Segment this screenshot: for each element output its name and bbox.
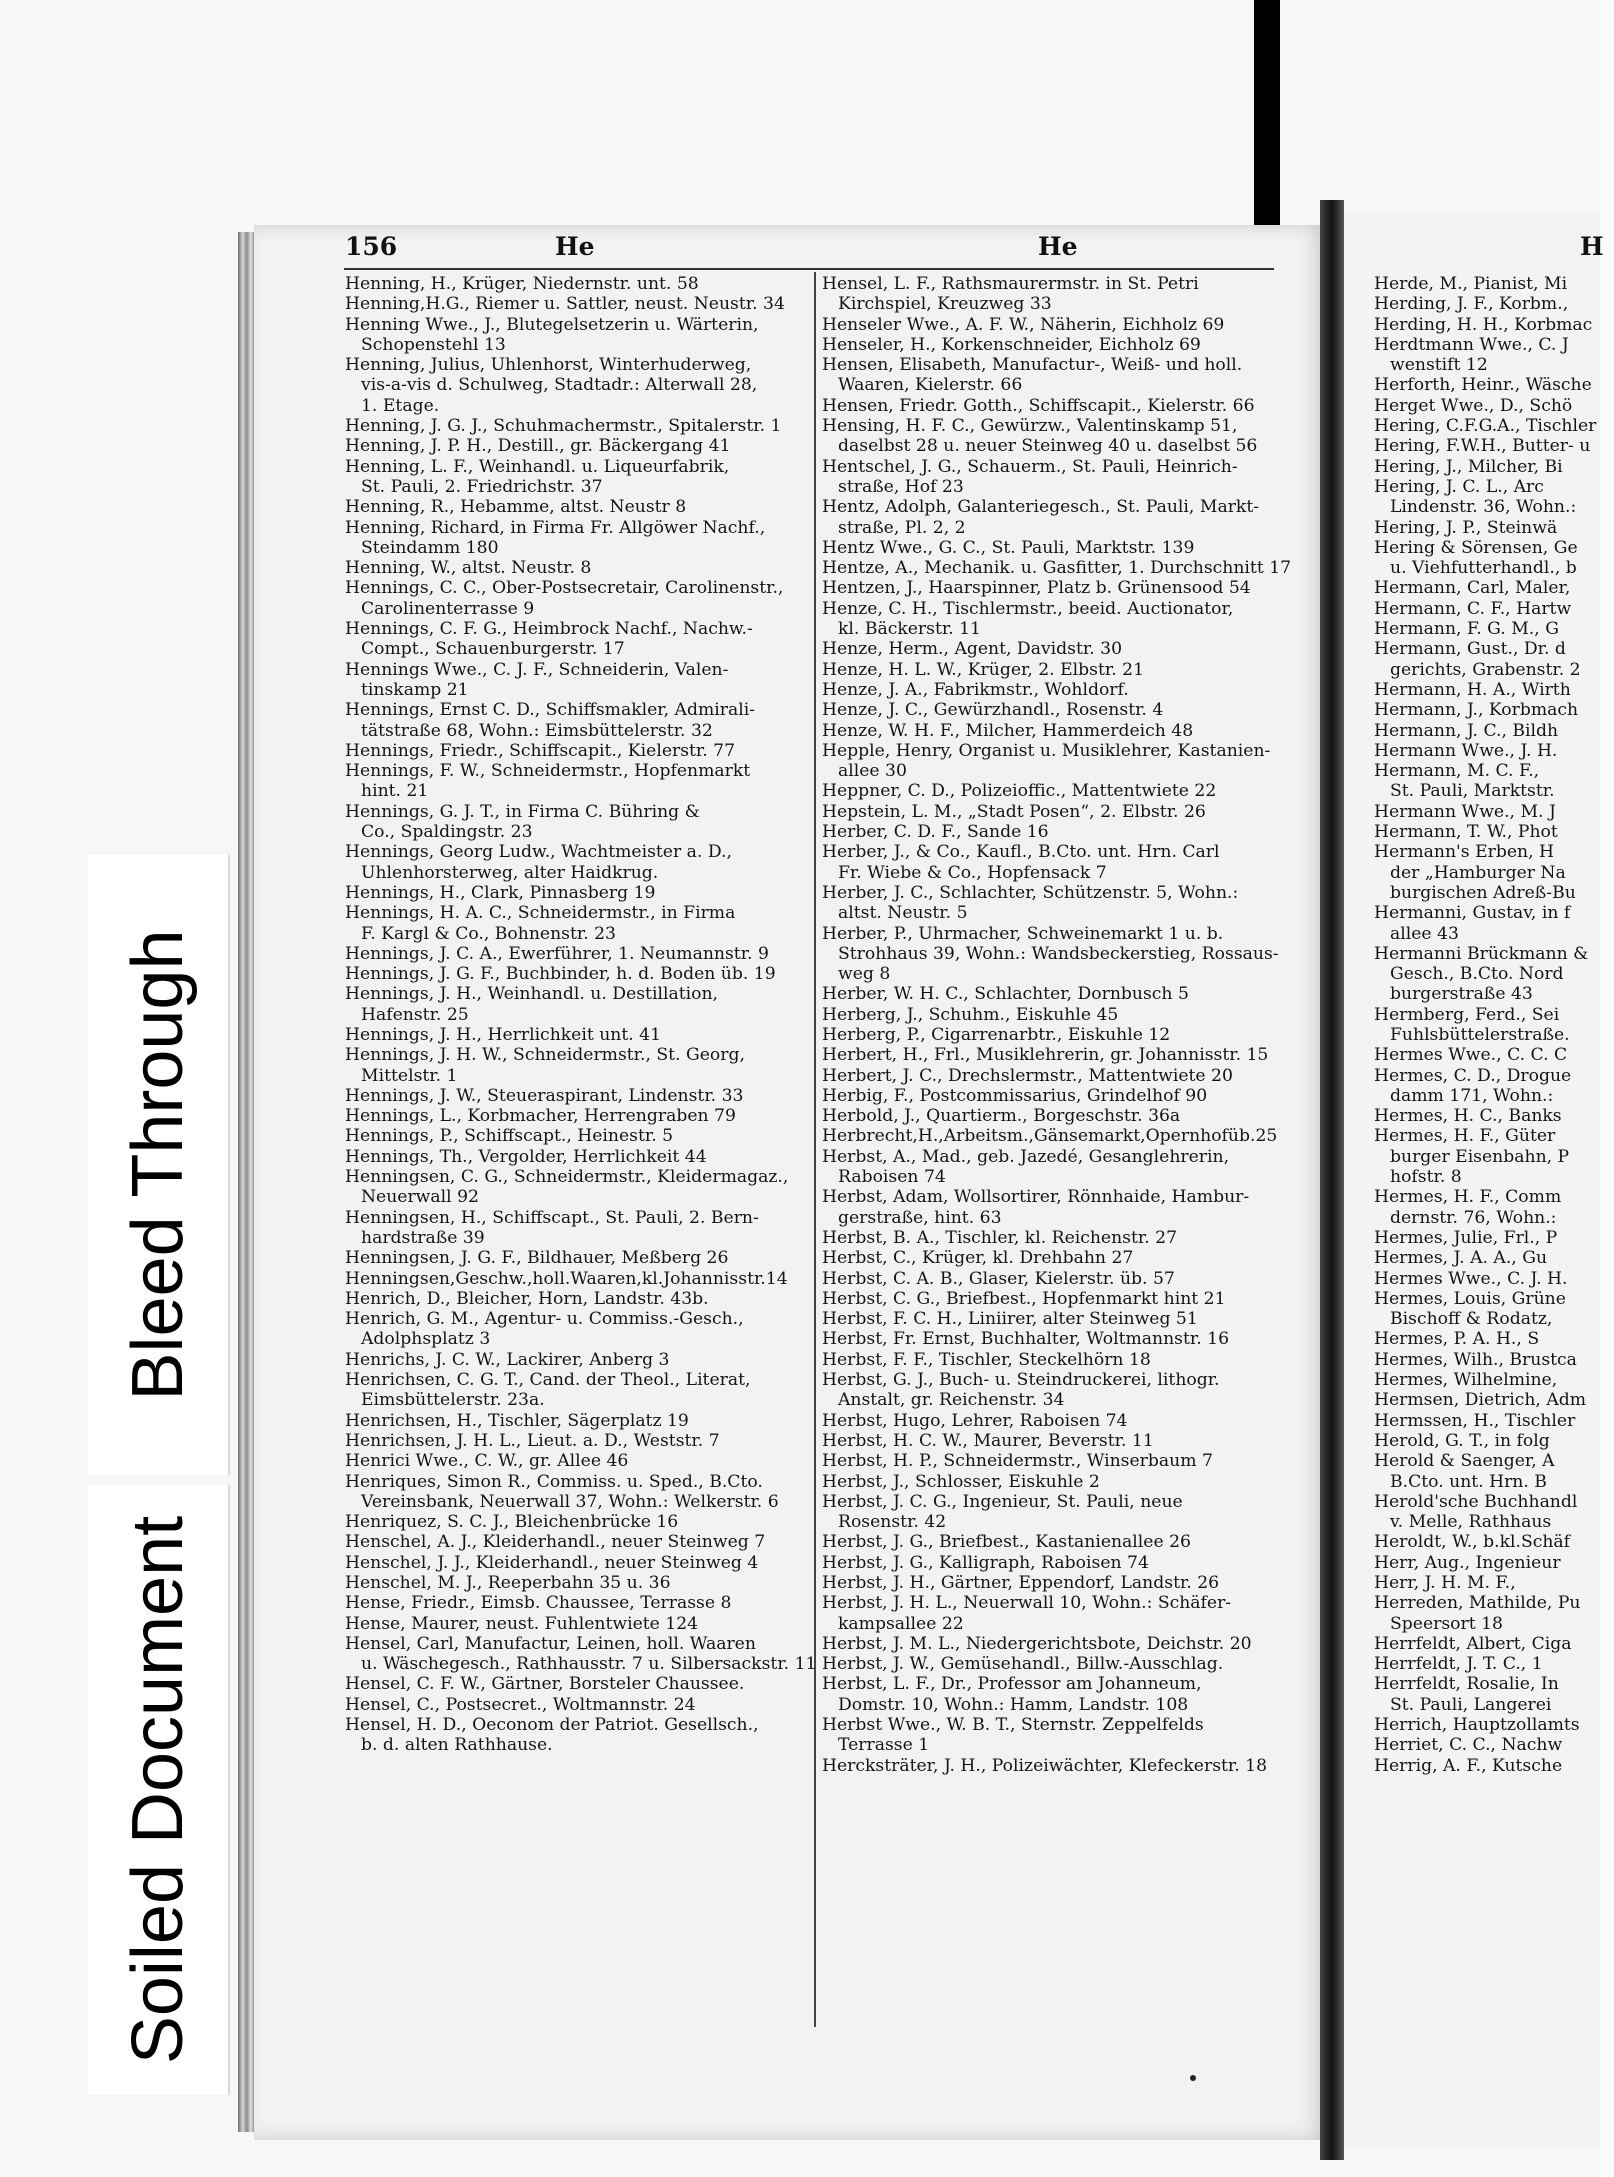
- directory-entry: Herber, W. H. C., Schlachter, Dornbusch 5: [822, 984, 1189, 1005]
- directory-entry: Herber, C. D. F., Sande 16: [822, 822, 1049, 843]
- directory-entry: Hermann, Gust., Dr. d: [1374, 639, 1566, 660]
- entry-continuation: Fuhlsbüttelerstraße.: [1390, 1024, 1570, 1045]
- page-number: 156: [345, 232, 398, 261]
- directory-entry: Henze, J. C., Gewürzhandl., Rosenstr. 4: [822, 700, 1164, 721]
- directory-entry: Hensel, C., Postsecret., Woltmannstr. 24: [345, 1694, 696, 1715]
- directory-entry: Hensing, H. F. C., Gewürzw., Valentinskamp 51,: [822, 416, 1238, 437]
- directory-entry: Herbold, J., Quartierm., Borgeschstr. 36a: [822, 1106, 1181, 1127]
- header-rule: [344, 268, 1274, 270]
- entry-continuation: daselbst 28 u. neuer Steinweg 40 u. daselbst 56: [838, 436, 1258, 457]
- directory-entry: Henrichsen, J. H. L., Lieut. a. D., Weststr. 7: [345, 1430, 720, 1451]
- entry-continuation: Lindenstr. 36, Wohn.:: [1390, 497, 1577, 518]
- directory-entry: Herdtmann Wwe., C. J: [1374, 334, 1569, 355]
- directory-entry: Hennings, C. F. G., Heimbrock Nachf., Nachw.-: [345, 619, 753, 640]
- directory-entry: Herberg, J., Schuhm., Eiskuhle 45: [822, 1004, 1119, 1025]
- directory-entry: Hermes, H. F., Güter: [1374, 1126, 1556, 1147]
- entry-continuation: Raboisen 74: [838, 1167, 946, 1188]
- directory-entry: Hennings, J. C. A., Ewerführer, 1. Neumannstr. 9: [345, 943, 769, 964]
- directory-entry: Henningsen,Geschw.,holl.Waaren,kl.Johannisstr.14: [345, 1268, 788, 1289]
- directory-entry: Hermes, J. A. A., Gu: [1374, 1248, 1548, 1269]
- directory-entry: Herbig, F., Postcommissarius, Grindelhof 90: [822, 1085, 1208, 1106]
- directory-entry: Herold, G. T., in folg: [1374, 1430, 1550, 1451]
- directory-entry: Herding, H. H., Korbmac: [1374, 314, 1593, 335]
- entry-continuation: burgischen Adreß-Bu: [1390, 882, 1576, 903]
- entry-continuation: Co., Spaldingstr. 23: [361, 822, 533, 843]
- directory-entry: Henrichsen, H., Tischler, Sägerplatz 19: [345, 1410, 689, 1431]
- directory-entry: Herbst, F. F., Tischler, Steckelhörn 18: [822, 1349, 1151, 1370]
- directory-entry: Hensen, Elisabeth, Manufactur-, Weiß- und holl.: [822, 355, 1243, 376]
- page-edge-stack: [238, 232, 254, 2132]
- directory-entry: Henschel, M. J., Reeperbahn 35 u. 36: [345, 1573, 671, 1593]
- directory-entry: Hennings Wwe., C. J. F., Schneiderin, Valen-: [345, 659, 729, 680]
- directory-entry: Herbst, J. W., Gemüsehandl., Billw.-Ausschlag.: [822, 1654, 1224, 1675]
- directory-entry: Herbst, J. C. G., Ingenieur, St. Pauli, neue: [822, 1491, 1183, 1512]
- soiled-document-label: Soiled Document: [118, 1515, 198, 2065]
- entry-continuation: tätstraße 68, Wohn.: Eimsbüttelerstr. 32: [361, 720, 713, 741]
- directory-entry: Henrichs, J. C. W., Lackirer, Anberg 3: [345, 1349, 670, 1370]
- directory-entry: Hensen, Friedr. Gotth., Schiffscapit., Kielerstr. 66: [822, 395, 1255, 416]
- entry-continuation: kl. Bäckerstr. 11: [838, 619, 981, 640]
- directory-entry: Hermssen, H., Tischler: [1374, 1410, 1576, 1431]
- directory-entry: Hermes, P. A. H., S: [1374, 1329, 1540, 1350]
- directory-entry: Herold'sche Buchhandl: [1374, 1491, 1578, 1512]
- directory-entry: Hensel, Carl, Manufactur, Leinen, holl. Waaren: [345, 1633, 756, 1654]
- directory-entry: Herr, Aug., Ingenieur: [1374, 1552, 1561, 1573]
- directory-entry: Henning, W., altst. Neustr. 8: [345, 558, 592, 579]
- directory-entry: Henning Wwe., J., Blutegelsetzerin u. Wärterin,: [345, 314, 759, 335]
- directory-entry: Hering & Sörensen, Ge: [1374, 537, 1578, 558]
- entry-continuation: Waaren, Kielerstr. 66: [838, 375, 1023, 396]
- directory-entry: Herbst, A., Mad., geb. Jazedé, Gesanglehrerin,: [822, 1146, 1230, 1167]
- directory-entry: Herbst, Hugo, Lehrer, Raboisen 74: [822, 1410, 1128, 1431]
- entry-continuation: Gesch., B.Cto. Nord: [1390, 964, 1564, 985]
- directory-entry: Hennings, J. H., Herrlichkeit unt. 41: [345, 1024, 662, 1045]
- entry-continuation: St. Pauli, 2. Friedrichstr. 37: [361, 476, 603, 497]
- entry-continuation: u. Wäschegesch., Rathhausstr. 7 u. Silbersackstr. 11: [361, 1654, 817, 1675]
- directory-entry: Henze, C. H., Tischlermstr., beeid. Auctionator,: [822, 598, 1234, 619]
- directory-entry: Hepstein, L. M., „Stadt Posen“, 2. Elbstr. 26: [822, 801, 1206, 822]
- entry-continuation: Strohhaus 39, Wohn.: Wandsbeckerstieg, Rossaus-: [838, 943, 1279, 964]
- directory-entry: Herbst, Adam, Wollsortirer, Rönnhaide, Hambur-: [822, 1187, 1250, 1208]
- directory-entry: Herbst, C. A. B., Glaser, Kielerstr. üb. 57: [822, 1268, 1175, 1289]
- directory-entry: Henriques, Simon R., Commiss. u. Sped., B.Cto.: [345, 1471, 763, 1492]
- directory-entry: Hermes, Julie, Frl., P: [1374, 1227, 1558, 1248]
- entry-continuation: Rosenstr. 42: [838, 1512, 947, 1533]
- directory-entry: Hentze, A., Mechanik. u. Gasfitter, 1. Durchschnitt 17: [822, 558, 1292, 579]
- entry-continuation: Adolphsplatz 3: [361, 1329, 491, 1350]
- directory-entry: Herbert, H., Frl., Musiklehrerin, gr. Johannisstr. 15: [822, 1045, 1269, 1066]
- entry-continuation: burger Eisenbahn, P: [1390, 1146, 1570, 1167]
- directory-entry: Hering, C.F.G.A., Tischler: [1374, 416, 1597, 437]
- running-head-far: H: [1580, 232, 1604, 261]
- directory-entry: Hering, J. C. L., Arc: [1374, 476, 1544, 497]
- directory-entry: Hennings, Friedr., Schiffscapit., Kielerstr. 77: [345, 740, 736, 761]
- entry-continuation: Compt., Schauenburgerstr. 17: [361, 639, 625, 660]
- entry-continuation: u. Viehfutterhandl., b: [1390, 558, 1577, 579]
- entry-continuation: gerstraße, hint. 63: [838, 1207, 1002, 1228]
- entry-continuation: Terrasse 1: [838, 1735, 930, 1756]
- entry-continuation: wenstift 12: [1390, 355, 1488, 376]
- directory-entry: Herrich, Hauptzollamts: [1374, 1715, 1580, 1736]
- directory-entry: Hering, J., Milcher, Bi: [1374, 456, 1563, 477]
- directory-entry: Hennings, J. W., Steueraspirant, Lindenstr. 33: [345, 1085, 744, 1106]
- directory-entry: Hermann, C. F., Hartw: [1374, 598, 1572, 619]
- directory-entry: Henrich, G. M., Agentur- u. Commiss.-Gesch.,: [345, 1309, 744, 1330]
- directory-entry: Hermes, C. D., Drogue: [1374, 1065, 1572, 1086]
- entry-continuation: Carolinenterrasse 9: [361, 598, 535, 619]
- right-column: [1374, 274, 1614, 1776]
- directory-entry: Henze, W. H. F., Milcher, Hammerdeich 48: [822, 720, 1194, 741]
- running-head-right: He: [1038, 232, 1078, 261]
- directory-entry: Henning, Richard, in Firma Fr. Allgöwer Nachf.,: [345, 517, 766, 538]
- directory-entry: Hermann, Carl, Maler,: [1374, 578, 1571, 599]
- directory-entry: Henze, J. A., Fabrikmstr., Wohldorf.: [822, 679, 1129, 700]
- entry-continuation: Bischoff & Rodatz,: [1390, 1309, 1553, 1330]
- directory-entry: Hermes, Wilh., Brustca: [1374, 1349, 1577, 1370]
- directory-entry: Herget Wwe., D., Schö: [1374, 395, 1573, 416]
- directory-entry: Hermann, M. C. F.,: [1374, 761, 1540, 782]
- directory-entry: Hennings, Georg Ludw., Wachtmeister a. D.,: [345, 842, 732, 863]
- directory-entry: Herberg, P., Cigarrenarbtr., Eiskuhle 12: [822, 1024, 1171, 1045]
- directory-entry: Henningsen, H., Schiffscapt., St. Pauli, 2. Bern-: [345, 1207, 759, 1228]
- entry-continuation: Kirchspiel, Kreuzweg 33: [838, 294, 1052, 315]
- directory-entry: Henning, L. F., Weinhandl. u. Liqueurfabrik,: [345, 456, 730, 477]
- entry-continuation: hint. 21: [361, 781, 429, 802]
- directory-entry: Herbst, G. J., Buch- u. Steindruckerei, lithogr.: [822, 1370, 1220, 1391]
- directory-entry: Herbst, H. C. W., Maurer, Beverstr. 11: [822, 1430, 1154, 1451]
- directory-entry: Hentz, Adolph, Galanteriegesch., St. Pauli, Markt-: [822, 497, 1260, 518]
- directory-entry: Heroldt, W., b.kl.Schäf: [1374, 1532, 1571, 1553]
- entry-continuation: burgerstraße 43: [1390, 984, 1533, 1005]
- directory-entry: Hense, Friedr., Eimsb. Chaussee, Terrasse 8: [345, 1593, 732, 1614]
- directory-entry: Hennings, H. A. C., Schneidermstr., in Firma: [345, 903, 736, 924]
- entry-continuation: St. Pauli, Marktstr.: [1390, 781, 1555, 802]
- directory-entry: Hentzen, J., Haarspinner, Platz b. Grünensood 54: [822, 578, 1251, 599]
- directory-entry: Henschel, J. J., Kleiderhandl., neuer Steinweg 4: [345, 1552, 759, 1573]
- directory-entry: Henrichsen, C. G. T., Cand. der Theol., Literat,: [345, 1370, 751, 1391]
- bleed-through-label: Bleed Through: [118, 929, 198, 1401]
- directory-entry: Henrich, D., Bleicher, Horn, Landstr. 43b.: [345, 1288, 709, 1309]
- directory-entry: Hercksträter, J. H., Polizeiwächter, Klefeckerstr. 18: [822, 1755, 1268, 1776]
- entry-continuation: weg 8: [838, 964, 891, 985]
- directory-entry: Henrici Wwe., C. W., gr. Allee 46: [345, 1451, 629, 1472]
- ink-spot: [1190, 2075, 1196, 2081]
- directory-entry: Henschel, A. J., Kleiderhandl., neuer Steinweg 7: [345, 1532, 766, 1553]
- entry-continuation: hardstraße 39: [361, 1227, 485, 1248]
- directory-entry: Herr, J. H. M. F.,: [1374, 1573, 1516, 1593]
- entry-continuation: dernstr. 76, Wohn.:: [1390, 1207, 1557, 1228]
- entry-continuation: vis-a-vis d. Schulweg, Stadtadr.: Alterwall 28,: [361, 375, 758, 396]
- entry-continuation: Hafenstr. 25: [361, 1004, 469, 1025]
- directory-entry: Henseler Wwe., A. F. W., Näherin, Eichholz 69: [822, 314, 1225, 335]
- directory-entry: Henseler, H., Korkenschneider, Eichholz 69: [822, 334, 1201, 355]
- column-rule: [814, 272, 816, 2027]
- running-head-left: He: [555, 232, 595, 261]
- directory-entry: Hensel, L. F., Rathsmaurermstr. in St. Petri: [822, 274, 1199, 294]
- entry-continuation: v. Melle, Rathhaus: [1390, 1512, 1552, 1533]
- directory-entry: Hennings, J. G. F., Buchbinder, h. d. Boden üb. 19: [345, 964, 776, 985]
- entry-continuation: Speersort 18: [1390, 1613, 1503, 1634]
- directory-entry: Hermann, J. C., Bildh: [1374, 720, 1559, 741]
- entry-continuation: damm 171, Wohn.:: [1390, 1085, 1554, 1106]
- entry-continuation: Uhlenhorsterweg, alter Haidkrug.: [361, 862, 659, 883]
- directory-entry: Henning, Julius, Uhlenhorst, Winterhuderweg,: [345, 355, 752, 376]
- directory-entry: Hennings, J. H., Weinhandl. u. Destillation,: [345, 984, 718, 1005]
- directory-entry: Hermes, Wilhelmine,: [1374, 1370, 1558, 1391]
- directory-entry: Herber, J. C., Schlachter, Schützenstr. 5, Wohn.:: [822, 882, 1239, 903]
- entry-continuation: B.Cto. unt. Hrn. B: [1390, 1471, 1547, 1492]
- directory-entry: Herding, J. F., Korbm.,: [1374, 294, 1569, 315]
- soiled-document-label-strip: [88, 1485, 230, 2095]
- entry-continuation: allee 43: [1390, 923, 1459, 944]
- directory-entry: Hennings, J. H. W., Schneidermstr., St. Georg,: [345, 1045, 745, 1066]
- directory-entry: Hermanni, Gustav, in f: [1374, 903, 1571, 924]
- directory-entry: Hennings, C. C., Ober-Postsecretair, Carolinenstr.,: [345, 578, 784, 599]
- entry-continuation: Schopenstehl 13: [361, 334, 506, 355]
- bleed-through-label-strip: [88, 855, 230, 1475]
- directory-entry: Herbert, J. C., Drechslermstr., Mattentwiete 20: [822, 1065, 1233, 1086]
- directory-entry: Herbst, L. F., Dr., Professor am Johanneum,: [822, 1674, 1202, 1695]
- directory-entry: Hermberg, Ferd., Sei: [1374, 1004, 1560, 1025]
- entry-continuation: 1. Etage.: [361, 395, 440, 416]
- directory-entry: Herbst, B. A., Tischler, kl. Reichenstr. 27: [822, 1227, 1178, 1248]
- directory-entry: Hermann, T. W., Phot: [1374, 822, 1558, 843]
- directory-entry: Henze, Herm., Agent, Davidstr. 30: [822, 639, 1123, 660]
- directory-entry: Herbst, C., Krüger, kl. Drehbahn 27: [822, 1248, 1134, 1269]
- directory-entry: Herriet, C. C., Nachw: [1374, 1735, 1563, 1756]
- directory-entry: Herde, M., Pianist, Mi: [1374, 274, 1568, 294]
- directory-entry: Henningsen, C. G., Schneidermstr., Kleidermagaz.,: [345, 1167, 789, 1188]
- entry-continuation: Steindamm 180: [361, 537, 499, 558]
- entry-continuation: altst. Neustr. 5: [838, 903, 968, 924]
- directory-entry: Herbst, Fr. Ernst, Buchhalter, Woltmannstr. 16: [822, 1329, 1230, 1350]
- directory-entry: Hermes, H. F., Comm: [1374, 1187, 1562, 1208]
- directory-entry: Hermes Wwe., C. C. C: [1374, 1045, 1568, 1066]
- directory-entry: Hensel, C. F. W., Gärtner, Borsteler Chaussee.: [345, 1674, 745, 1695]
- directory-entry: Hennings, L., Korbmacher, Herrengraben 79: [345, 1106, 736, 1127]
- directory-entry: Henningsen, J. G. F., Bildhauer, Meßberg 26: [345, 1248, 729, 1269]
- directory-entry: Hermann Wwe., J. H.: [1374, 740, 1558, 761]
- entry-continuation: Vereinsbank, Neuerwall 37, Wohn.: Welkerstr. 6: [361, 1491, 779, 1512]
- directory-entry: Hermes Wwe., C. J. H.: [1374, 1268, 1568, 1289]
- scanner-black-bar: [1254, 0, 1280, 225]
- directory-entry: Hennings, F. W., Schneidermstr., Hopfenmarkt: [345, 761, 751, 782]
- directory-entry: Hennings, Th., Vergolder, Herrlichkeit 44: [345, 1146, 707, 1167]
- entry-continuation: St. Pauli, Langerei: [1390, 1694, 1552, 1715]
- entry-continuation: straße, Pl. 2, 2: [838, 517, 966, 538]
- directory-entry: Hennings, Ernst C. D., Schiffsmakler, Admirali-: [345, 700, 756, 721]
- directory-entry: Hering, F.W.H., Butter- u: [1374, 436, 1591, 457]
- directory-entry: Herber, J., & Co., Kaufl., B.Cto. unt. Hrn. Carl: [822, 842, 1220, 863]
- directory-entry: Hermann, F. G. M., G: [1374, 619, 1559, 640]
- directory-entry: Hermann's Erben, H: [1374, 842, 1554, 863]
- directory-entry: Hepple, Henry, Organist u. Musiklehrer, Kastanien-: [822, 740, 1271, 761]
- directory-entry: Herrfeldt, J. T. C., 1: [1374, 1654, 1543, 1675]
- directory-entry: Hermann, H. A., Wirth: [1374, 679, 1571, 700]
- directory-entry: Herrfeldt, Rosalie, In: [1374, 1674, 1559, 1695]
- directory-entry: Herrfeldt, Albert, Ciga: [1374, 1633, 1572, 1654]
- entry-continuation: Neuerwall 92: [361, 1187, 479, 1208]
- entry-continuation: allee 30: [838, 761, 907, 782]
- entry-continuation: Mittelstr. 1: [361, 1065, 458, 1086]
- directory-entry: Herber, P., Uhrmacher, Schweinemarkt 1 u. b.: [822, 923, 1224, 944]
- entry-continuation: F. Kargl & Co., Bohnenstr. 23: [361, 923, 616, 944]
- directory-entry: Hering, J. P., Steinwä: [1374, 517, 1558, 538]
- directory-entry: Herbst, J., Schlosser, Eiskuhle 2: [822, 1471, 1100, 1492]
- directory-entry: Hermanni Brückmann &: [1374, 943, 1589, 964]
- directory-entry: Henze, H. L. W., Krüger, 2. Elbstr. 21: [822, 659, 1145, 680]
- directory-entry: Hermes, Louis, Grüne: [1374, 1288, 1566, 1309]
- directory-entry: Hermes, H. C., Banks: [1374, 1106, 1562, 1127]
- directory-entry: Herbst, F. C. H., Liniirer, alter Steinweg 51: [822, 1309, 1198, 1330]
- directory-entry: Henriquez, S. C. J., Bleichenbrücke 16: [345, 1512, 679, 1533]
- directory-entry: Heppner, C. D., Polizeioffic., Mattentwiete 22: [822, 781, 1217, 802]
- entry-continuation: straße, Hof 23: [838, 476, 964, 497]
- directory-entry: Herforth, Heinr., Wäsche: [1374, 375, 1592, 396]
- directory-entry: Hennings, G. J. T., in Firma C. Bühring &: [345, 801, 700, 822]
- left-column: [345, 274, 817, 1756]
- entry-continuation: Fr. Wiebe & Co., Hopfensack 7: [838, 862, 1107, 883]
- directory-entry: Herbrecht,H.,Arbeitsm.,Gänsemarkt,Opernhofüb.25: [822, 1126, 1278, 1147]
- directory-entry: Herbst, J. M. L., Niedergerichtsbote, Deichstr. 20: [822, 1633, 1252, 1654]
- directory-entry: Hermann, J., Korbmach: [1374, 700, 1579, 721]
- directory-entry: Herbst, J. G., Kalligraph, Raboisen 74: [822, 1552, 1149, 1573]
- directory-entry: Henning, J. P. H., Destill., gr. Bäckergang 41: [345, 436, 731, 457]
- entry-continuation: hofstr. 8: [1390, 1167, 1462, 1188]
- directory-entry: Herrig, A. F., Kutsche: [1374, 1755, 1563, 1776]
- entry-continuation: kampsallee 22: [838, 1613, 964, 1634]
- entry-continuation: Anstalt, gr. Reichenstr. 34: [838, 1390, 1065, 1411]
- directory-entry: Hennings, P., Schiffscapt., Heinestr. 5: [345, 1126, 674, 1147]
- directory-entry: Herreden, Mathilde, Pu: [1374, 1593, 1581, 1614]
- directory-entry: Hennings, H., Clark, Pinnasberg 19: [345, 882, 656, 903]
- entry-continuation: b. d. alten Rathhause.: [361, 1735, 553, 1756]
- directory-entry: Hentschel, J. G., Schauerm., St. Pauli, Heinrich-: [822, 456, 1238, 477]
- directory-entry: Henning, J. G. J., Schuhmachermstr., Spitalerstr. 1: [345, 416, 782, 437]
- directory-entry: Herbst, J. H. L., Neuerwall 10, Wohn.: Schäfer-: [822, 1593, 1232, 1614]
- directory-entry: Herbst, H. P., Schneidermstr., Winserbaum 7: [822, 1451, 1213, 1472]
- directory-entry: Herbst, C. G., Briefbest., Hopfenmarkt hint 21: [822, 1288, 1226, 1309]
- directory-entry: Henning, H., Krüger, Niedernstr. unt. 58: [345, 274, 699, 294]
- directory-entry: Hermsen, Dietrich, Adm: [1374, 1390, 1587, 1411]
- entry-continuation: gerichts, Grabenstr. 2: [1390, 659, 1581, 680]
- directory-entry: Herbst Wwe., W. B. T., Sternstr. Zeppelfelds: [822, 1715, 1204, 1736]
- directory-entry: Henning, R., Hebamme, altst. Neustr 8: [345, 497, 687, 518]
- directory-entry: Hentz Wwe., G. C., St. Pauli, Marktstr. 139: [822, 537, 1195, 558]
- entry-continuation: tinskamp 21: [361, 679, 469, 700]
- directory-entry: Henning,H.G., Riemer u. Sattler, neust. Neustr. 34: [345, 294, 785, 315]
- book-gutter: [1320, 200, 1344, 2160]
- entry-continuation: der „Hamburger Na: [1390, 862, 1566, 883]
- directory-entry: Herbst, J. G., Briefbest., Kastanienallee 26: [822, 1532, 1191, 1553]
- directory-entry: Hensel, H. D., Oeconom der Patriot. Gesellsch.,: [345, 1715, 759, 1736]
- directory-entry: Hense, Maurer, neust. Fuhlentwiete 124: [345, 1613, 699, 1634]
- middle-column: [822, 274, 1292, 1776]
- directory-entry: Hermann Wwe., M. J: [1374, 801, 1556, 822]
- directory-entry: Herold & Saenger, A: [1374, 1451, 1555, 1472]
- entry-continuation: Domstr. 10, Wohn.: Hamm, Landstr. 108: [838, 1694, 1189, 1715]
- directory-entry: Herbst, J. H., Gärtner, Eppendorf, Landstr. 26: [822, 1573, 1220, 1593]
- entry-continuation: Eimsbüttelerstr. 23a.: [361, 1390, 545, 1411]
